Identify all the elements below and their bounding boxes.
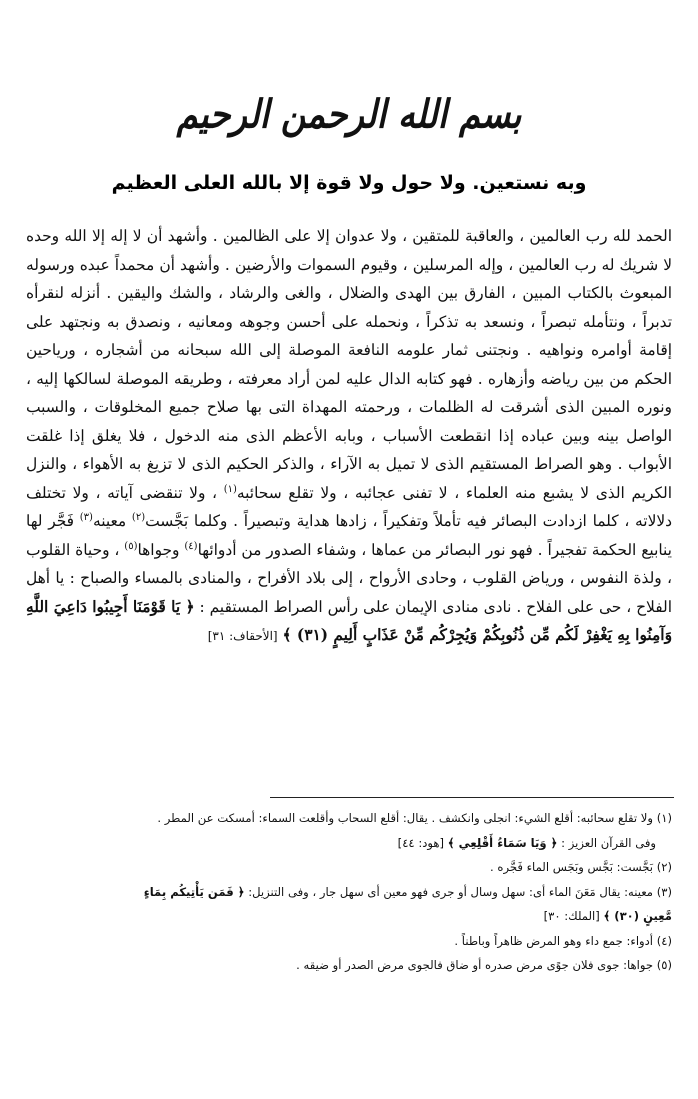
text-segment: الحمد لله رب العالمين ، والعاقبة للمتقين ، ولا عدوان إلا على الظالمين . وأشهد أن لا إله إلا الله وحده لا شريك له رب العالمين ، وإله المرسلين ، وقيوم السموات والأرضين . وأشهد أن محمداً عبده ورسوله المبعوث بالكتاب المبين ، الفارق بين الهدى والضلال ، والغى والرشاد ، والشك واليقين . أنزله لنقرأه تدبراً ، ونتأمله تبصراً ، ونسعد به تذكراً ، ونحمله على أحسن وجوهه ومعانيه ، ونصدق به ونجتهد على إقامة أوامره ونواهيه . ونجتنى ثمار علومه النافعة الموصلة إلى الله سبحانه من أشجاره ، ورياحين الحكم من بين رياضه وأزهاره . فهو كتابه الدال عليه لمن أراد معرفته ، وطريقه الموصلة لسالكها إليه ، ونوره المبين الذى أشرقت له الظلمات ، ورحمته المهداة التى بها صلاح جميع المخلوقات ، والسبب الواصل بينه وبين عباده إذا انقطعت الأسباب ، وبابه الأعظم الذى منه الدخول ، فلا يغلق إذا غلقت الأبواب . وهو الصراط المستقيم الذى لا تميل به الآراء ، والذكر الحكيم الذى لا تزيغ به الأهواء ، والنزل الكريم الذى لا يشبع منه العلماء ، لا تفنى عجائبه ، ولا تقلع سحائبه [26, 227, 672, 502]
footnote-ref-2[interactable]: (٢) [131, 511, 146, 523]
footnote-3-continuation [26, 904, 672, 929]
text-segment: وجواها [137, 540, 180, 559]
footnote-verse-reference: [الملك: ٣٠] [543, 909, 600, 923]
footnote-divider [270, 797, 674, 798]
footnote-1: (١) ولا تقلع سحائبه: أقلع الشيء: انجلى وانكشف . يقال: أقلع السحاب وأقلعت السماء: أمسكت عن المطر . [157, 811, 672, 825]
footnote-2: (٢) بَجَّست: بَجَّس وبَجَس الماء فَجَّره . [490, 860, 672, 874]
footnote-verse: ﴿ فَمَن يَأْتِيكُم بِمَاءٍ [143, 884, 245, 899]
footnote-ref-3[interactable]: (٣) [79, 511, 93, 523]
basmala-ornament [0, 80, 698, 150]
main-paragraph [26, 222, 672, 651]
basmala-calligraphy: بسم الله الرحمن الرحيم [176, 92, 522, 138]
invocation-heading: وبه نستعين. ولا حول ولا قوة إلا بالله العلى العظيم [111, 172, 587, 194]
footnote-4: (٤) أدواء: جمع داء وهو المرض ظاهراً وباطناً . [454, 933, 672, 948]
verse-reference: [الأحقاف: ٣١] [207, 629, 278, 643]
footnote-verse: ﴿ وَيَا سَمَاءُ أَقْلِعِي ﴾ [447, 835, 558, 850]
text-segment: فَجَّر لها ينابيع الحكمة تفجيراً . فهو نور البصائر من عماها ، وشفاء الصدور من أدوائها [26, 512, 672, 559]
footnote-3 [26, 880, 672, 905]
footnote-5: (٥) جواها: جوى فلان جوًى مرض صدره أو ضاق فالجوى مرض الصدر أو ضيقه . [296, 958, 672, 972]
footnote-verse-reference: [هود: ٤٤] [397, 835, 445, 850]
quran-verse: ﴿ يَا قَوْمَنَا أَجِيبُوا دَاعِيَ اللَّهِ وَآمِنُوا بِهِ يَغْفِرْ لَكُم مِّن ذُنُوبِكُمْ وَيُجِرْكُم مِّنْ عَذَابٍ أَلِيمٍ (٣١) ﴾ [26, 597, 672, 644]
footnote-verse: مَّعِينٍ (٣٠) ﴾ [603, 909, 672, 923]
footnote-text: وفى القرآن العزيز : [561, 835, 656, 850]
footnote-ref-4[interactable]: (٤) [184, 540, 198, 552]
footnote-text: (٣) معينه: يقال مَعَنَ الماء أى: سهل وسال أو جرى فهو معين أى سهل جار ، وفى التنزيل: [248, 884, 672, 899]
footnote-ref-5[interactable]: (٥) [124, 540, 138, 552]
text-segment: معينه [92, 512, 127, 530]
footnote-ref-1[interactable]: (١) [223, 483, 237, 495]
footnotes-section [26, 806, 672, 978]
text-segment: ، وحياة القلوب ، ولذة النفوس ، ورياض القلوب ، وحادى الأرواح ، إلى بلاد الأفراح ، والمنادى بالمساء والصباح : يا أهل الفلاح ، حى على الفلاح . نادى منادى الإيمان على رأس الصراط المستقيم : [26, 540, 672, 616]
footnote-1-continuation [26, 831, 672, 856]
text-segment: ، ولا تنقضى آياته ، ولا تختلف دلالاته ، كلما ازدادت البصائر فيه تأملاً وتفكيراً ، زادها هداية وتبصيراً . وكلما بَجَّست [26, 483, 672, 530]
